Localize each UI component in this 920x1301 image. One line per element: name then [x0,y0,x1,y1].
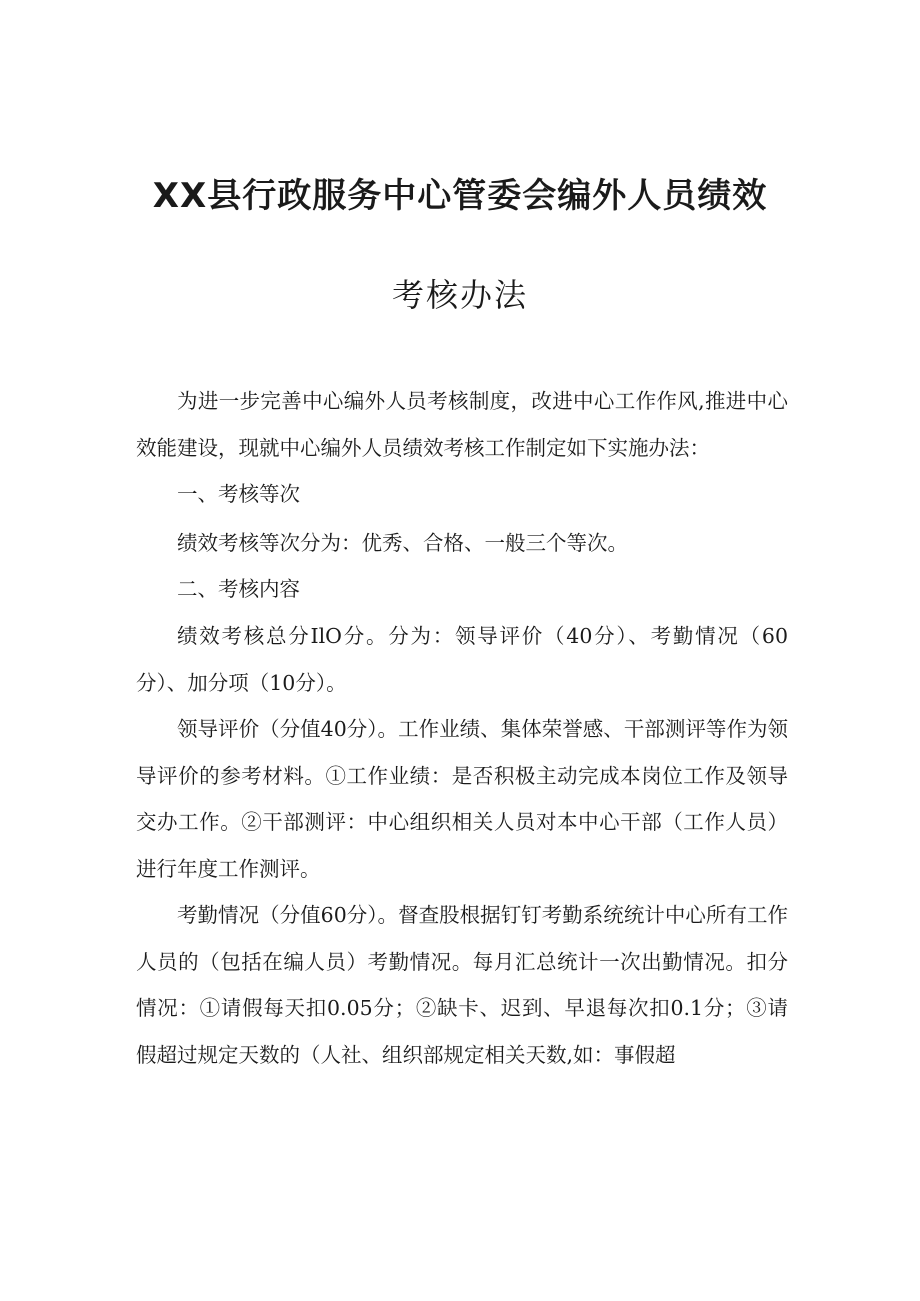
document-body [136,0,788,1301]
document-title-line-2: 考核办法 [391,276,528,314]
paragraph-leader-evaluation: 领导评价（分值40分）。工作业绩、集体荣誉感、干部测评等作为领导评价的参考材料。①工作业绩：是否积极主动完成本岗位工作及领导交办工作。②干部测评：中心组织相关人员对本中心干部（工作人员）进行年度工作测评。 [136,717,788,881]
paragraph-attendance: 考勤情况（分值60分）。督查股根据钉钉考勤系统统计中心所有工作人员的（包括在编人员）考勤情况。每月汇总统计一次出勤情况。扣分情况：①请假每天扣0.05分；②缺卡、迟到、早退每次扣0.1分；③请假超过规定天数的（人社、组织部规定相关天数,如：事假超 [136,903,788,1067]
section-heading-grades: 一、考核等次 [177,482,300,506]
document-title-line-1: XX县行政服务中心管委会编外人员绩效 [152,176,768,216]
section-heading-content: 二、考核内容 [177,577,300,601]
paragraph-total-score: 绩效考核总分IlO分。分为：领导评价（40分）、考勤情况（60分）、加分项（10分）。 [136,624,788,695]
paragraph-intro: 为进一步完善中心编外人员考核制度，改进中心工作作风,推进中心效能建设，现就中心编外人员绩效考核工作制定如下实施办法： [136,389,788,460]
paragraph-grades: 绩效考核等次分为：优秀、合格、一般三个等次。 [177,531,628,555]
